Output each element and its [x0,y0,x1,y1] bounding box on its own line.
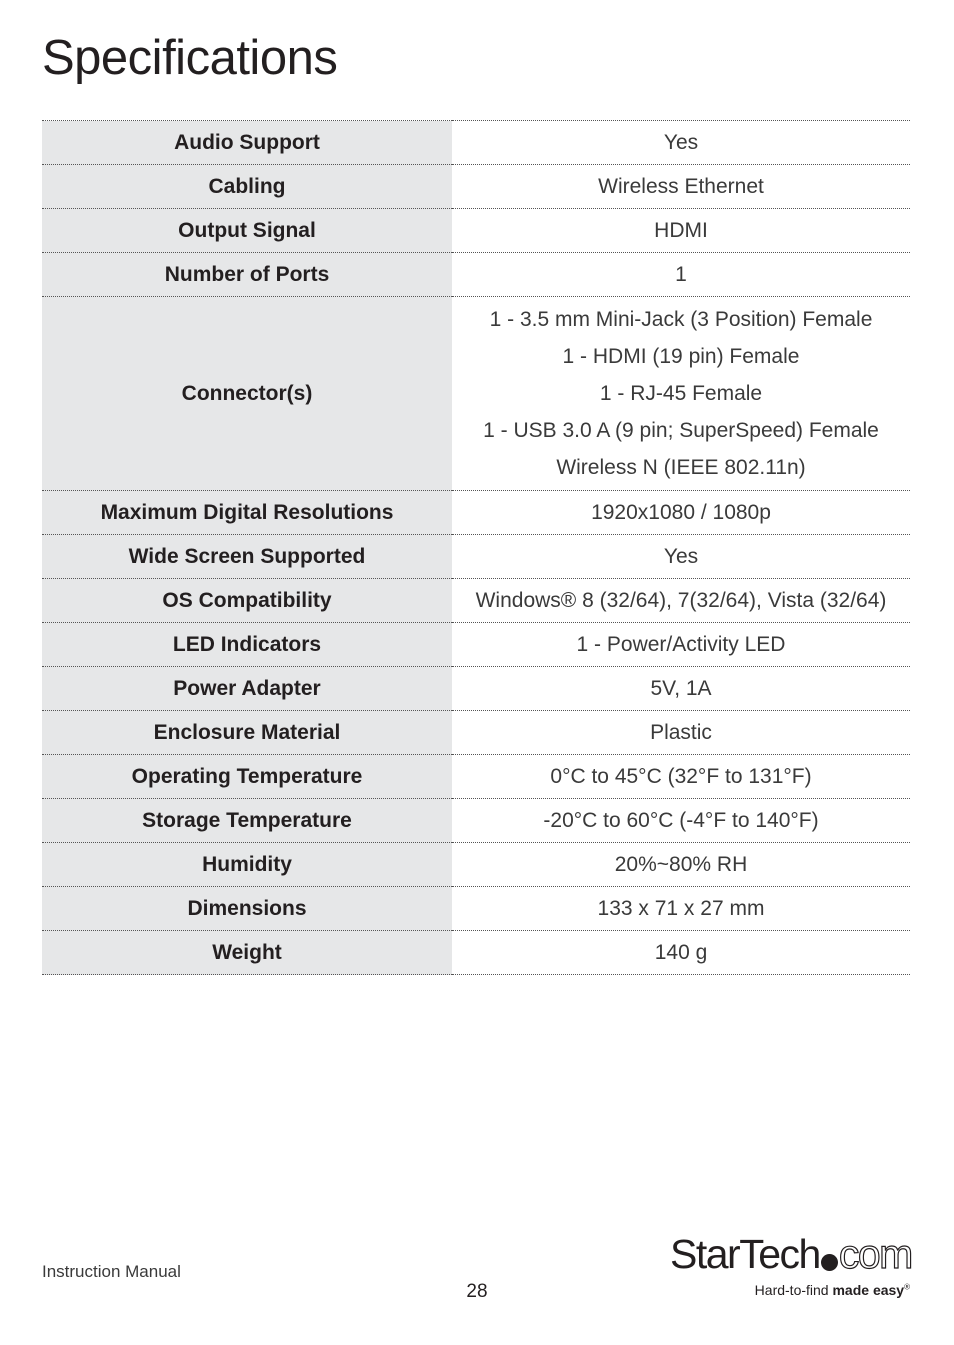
spec-label: Output Signal [42,209,452,253]
spec-value: Windows® 8 (32/64), 7(32/64), Vista (32/64) [452,579,910,623]
logo-tagline-mark: ® [904,1282,910,1292]
spec-row [42,209,910,253]
specifications-table [42,120,910,975]
spec-label: Connector(s) [42,297,452,491]
logo-dot-icon [821,1254,838,1271]
spec-label: Audio Support [42,121,452,165]
spec-value: Plastic [452,711,910,755]
spec-value: 1 - Power/Activity LED [452,623,910,667]
spec-value: Yes [452,121,910,165]
spec-value-line: 1 - USB 3.0 A (9 pin; SuperSpeed) Female [483,419,879,442]
spec-value: 0°C to 45°C (32°F to 131°F) [452,755,910,799]
spec-row [42,931,910,975]
spec-row [42,535,910,579]
logo-tld: com [838,1231,912,1277]
spec-value: 140 g [452,931,910,975]
spec-label: Storage Temperature [42,799,452,843]
spec-label: Cabling [42,165,452,209]
logo-brand: StarTech [670,1231,820,1277]
startech-logo [670,1232,910,1302]
spec-row [42,667,910,711]
spec-label: Power Adapter [42,667,452,711]
spec-value: 133 x 71 x 27 mm [452,887,910,931]
spec-label: LED Indicators [42,623,452,667]
spec-value-line: Wireless N (IEEE 802.11n) [556,456,806,479]
spec-row [42,623,910,667]
spec-value-line: 1 - 3.5 mm Mini-Jack (3 Position) Female [489,308,873,331]
spec-row [42,491,910,535]
logo-tagline-bold: made easy [832,1282,905,1298]
spec-value [452,297,910,491]
spec-row [42,799,910,843]
spec-row [42,165,910,209]
spec-value: Wireless Ethernet [452,165,910,209]
spec-value: 5V, 1A [452,667,910,711]
spec-label: Operating Temperature [42,755,452,799]
spec-label: Humidity [42,843,452,887]
spec-value-line: 1 - HDMI (19 pin) Female [562,345,800,368]
spec-row [42,121,910,165]
spec-value: HDMI [452,209,910,253]
spec-label: Number of Ports [42,253,452,297]
logo-tagline [755,1282,910,1298]
logo-tagline-regular: Hard-to-find [754,1282,833,1298]
spec-row [42,755,910,799]
spec-label: Enclosure Material [42,711,452,755]
spec-value: -20°C to 60°C (-4°F to 140°F) [452,799,910,843]
page-title: Specifications [42,31,338,85]
spec-value: 1 [452,253,910,297]
spec-label: OS Compatibility [42,579,452,623]
page-number: 28 [466,1281,488,1302]
spec-value-line: 1 - RJ-45 Female [599,382,763,405]
spec-value: 20%~80% RH [452,843,910,887]
spec-value: 1920x1080 / 1080p [452,491,910,535]
spec-row [42,843,910,887]
spec-row [42,297,910,491]
spec-label: Dimensions [42,887,452,931]
spec-label: Maximum Digital Resolutions [42,491,452,535]
spec-row [42,887,910,931]
footer-document-label: Instruction Manual [42,1262,181,1281]
spec-value: Yes [452,535,910,579]
spec-row [42,253,910,297]
spec-label: Weight [42,931,452,975]
spec-row [42,711,910,755]
logo-wordmark [670,1232,912,1276]
spec-row [42,579,910,623]
spec-label: Wide Screen Supported [42,535,452,579]
specifications-table-body [42,121,910,975]
